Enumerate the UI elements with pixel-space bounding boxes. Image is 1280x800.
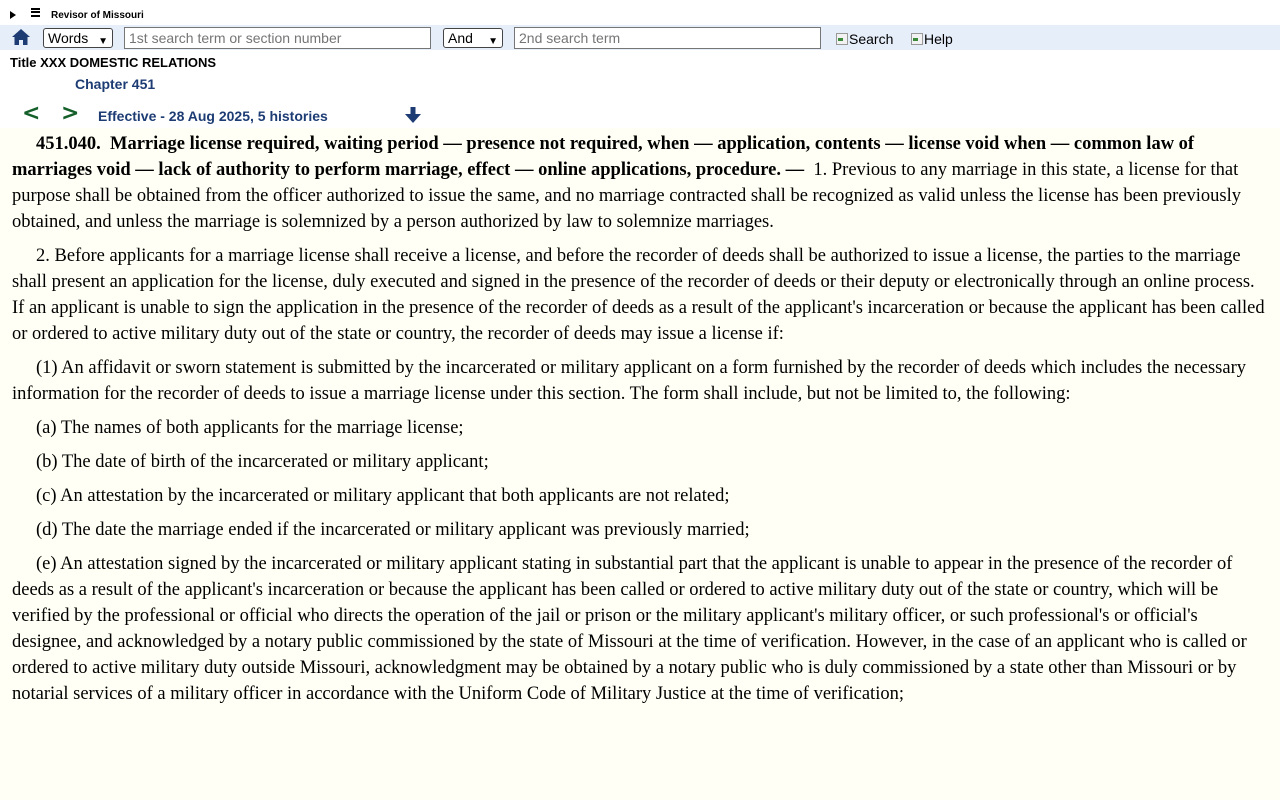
broken-image-icon — [835, 32, 849, 46]
section-number: 451.040. — [36, 134, 101, 154]
chevron-down-icon: ▼ — [488, 36, 498, 47]
broken-image-icon — [910, 32, 924, 46]
expand-triangle-icon[interactable] — [10, 11, 16, 19]
search-type-value: Words — [48, 30, 89, 46]
next-section-button[interactable]: > — [61, 101, 80, 126]
title-heading[interactable]: Title XXX DOMESTIC RELATIONS — [10, 55, 217, 70]
paragraph-d: (d) The date the marriage ended if the incarcerated or military applicant was previously married; — [36, 520, 750, 540]
search-button[interactable] — [835, 31, 893, 47]
help-button[interactable] — [910, 31, 953, 47]
hamburger-menu-icon[interactable] — [31, 8, 40, 17]
search-term-1-placeholder: 1st search term or section number — [129, 30, 342, 46]
subsection-2: 2. Before applicants for a marriage license shall receive a license, and before the recorder of deeds shall be authorized to issue a license, the parties to the marriage shall present an application for the license, duly executed and signed in the presence of the recorder of deeds or their deputy or electronically through an online process. If an applicant is unable to sign the application in the presence of the recorder of deeds as a result of the applicant's incarceration or because the applicant has been called or ordered to active military duty out of the state or country, the recorder of deeds may issue a license if: — [12, 246, 1265, 344]
search-term-1-input[interactable] — [124, 27, 431, 49]
search-term-2-placeholder: 2nd search term — [519, 30, 621, 46]
section-heading: Marriage license required, waiting period — presence not required, when — application, contents — license void when — common law of marriages void — lack of authority to perform marriage, effect — online applications, procedure. — — [12, 134, 1195, 180]
chevron-down-icon: ▼ — [98, 36, 108, 47]
paragraph-1: (1) An affidavit or sworn statement is submitted by the incarcerated or military applicant on a form furnished by the recorder of deeds which includes the necessary information for the recorder of deeds to issue a marriage license under this section. The form shall include, but not be limited to, the following: — [12, 358, 1246, 404]
site-name[interactable]: Revisor of Missouri — [51, 10, 144, 21]
search-term-2-input[interactable] — [514, 27, 821, 49]
chapter-link[interactable]: Chapter 451 — [75, 76, 156, 92]
search-button-label: Search — [849, 31, 894, 47]
top-strip — [0, 0, 1280, 25]
previous-section-button[interactable]: < — [22, 101, 41, 126]
home-icon[interactable] — [11, 27, 31, 47]
arrow-down-icon[interactable] — [404, 106, 422, 124]
paragraph-a: (a) The names of both applicants for the marriage license; — [36, 418, 464, 438]
search-operator-value: And — [448, 30, 473, 46]
effective-date-link[interactable]: Effective - 28 Aug 2025, 5 histories — [98, 108, 328, 124]
paragraph-b: (b) The date of birth of the incarcerated or military applicant; — [36, 452, 489, 472]
subsection-1: 1. Previous to any marriage in this state, a license for that purpose shall be obtained from the officer authorized to issue the same, and no marriage contracted shall be recognized as valid unless the license has been previously obtained, and unless the marriage is solemnized by a person authorized by law to solemnize marriages. — [12, 160, 1241, 232]
search-type-select[interactable] — [43, 28, 113, 48]
paragraph-e: (e) An attestation signed by the incarcerated or military applicant stating in substantial part that the applicant is unable to appear in the presence of the recorder of deeds as a result of the applicant's incarceration or because the applicant has been called or ordered to active military duty out of the state or country, which will be verified by the professional or official who directs the operation of the jail or prison or the military applicant's military officer, or such professional's or official's designee, and acknowledged by a notary public commissioned by the state of Missouri at the time of verification. However, in the case of an applicant who is called or ordered to active military duty outside Missouri, acknowledgment may be obtained by a notary public who is duly commissioned by a state other than Missouri or by notarial services of a military officer in accordance with the Uniform Code of Military Justice at the time of verification; — [12, 554, 1247, 704]
search-operator-select[interactable] — [443, 28, 503, 48]
statute-content — [0, 128, 1280, 800]
search-bar — [0, 25, 1280, 50]
help-button-label: Help — [924, 31, 953, 47]
paragraph-c: (c) An attestation by the incarcerated or military applicant that both applicants are not related; — [36, 486, 730, 506]
section-intro — [0, 128, 1280, 235]
